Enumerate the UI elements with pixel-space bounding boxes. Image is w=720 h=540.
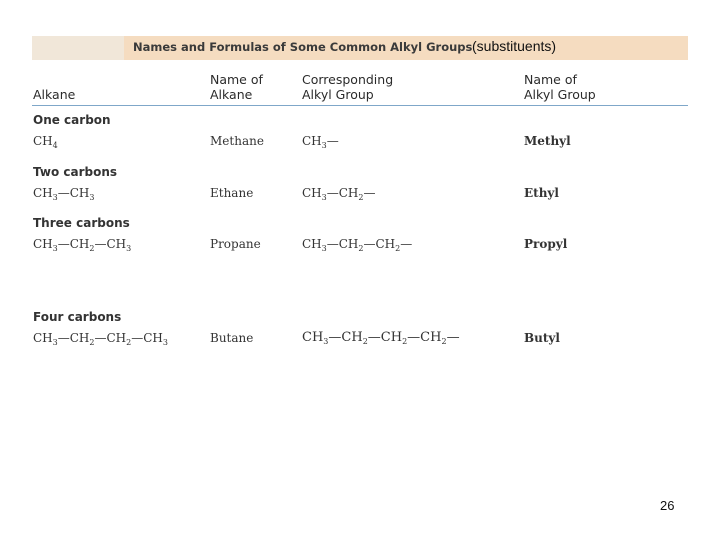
alkyl-formula-methyl: $CH_3—$ bbox=[302, 134, 339, 150]
alkyl-name-ethyl: Ethyl bbox=[524, 186, 559, 200]
alkyl-formula-butyl: $CH_3—CH_2—CH_2—CH_2—$ bbox=[302, 330, 460, 346]
alkane-formula-butane: $CH_3—CH_2—CH_2—CH_3$ bbox=[33, 331, 168, 347]
section-two-carbons: Two carbons bbox=[33, 165, 118, 179]
table-title: Names and Formulas of Some Common Alkyl Groups bbox=[133, 40, 473, 54]
header-name-of-alkyl-group: Name of Alkyl Group bbox=[524, 72, 596, 102]
alkane-name-propane: Propane bbox=[210, 237, 261, 251]
alkane-name-butane: Butane bbox=[210, 331, 254, 345]
alkyl-name-butyl: Butyl bbox=[524, 331, 560, 345]
section-one-carbon: One carbon bbox=[33, 113, 111, 127]
page-number: 26 bbox=[660, 498, 675, 513]
alkane-name-ethane: Ethane bbox=[210, 186, 254, 200]
alkane-name-methane: Methane bbox=[210, 134, 264, 148]
alkyl-name-methyl: Methyl bbox=[524, 134, 571, 148]
alkane-formula-ethane: $CH_3—CH_3$ bbox=[33, 186, 95, 202]
alkane-formula-methane: $CH_4$ bbox=[33, 134, 58, 150]
alkyl-formula-ethyl: $CH_3—CH_2—$ bbox=[302, 186, 376, 202]
alkyl-name-propyl: Propyl bbox=[524, 237, 568, 251]
header-name-of-alkane: Name of Alkane bbox=[210, 72, 263, 102]
alkyl-formula-propyl: $CH_3—CH_2—CH_2—$ bbox=[302, 237, 413, 253]
title-tab bbox=[32, 36, 124, 60]
table-subtitle: (substituents) bbox=[472, 38, 557, 54]
section-three-carbons: Three carbons bbox=[33, 216, 130, 230]
header-alkane: Alkane bbox=[33, 87, 76, 102]
header-corresponding-alkyl-group: Corresponding Alkyl Group bbox=[302, 72, 394, 102]
section-four-carbons: Four carbons bbox=[33, 310, 122, 324]
header-rule bbox=[32, 105, 688, 106]
alkane-formula-propane: $CH_3—CH_2—CH_3$ bbox=[33, 237, 132, 253]
